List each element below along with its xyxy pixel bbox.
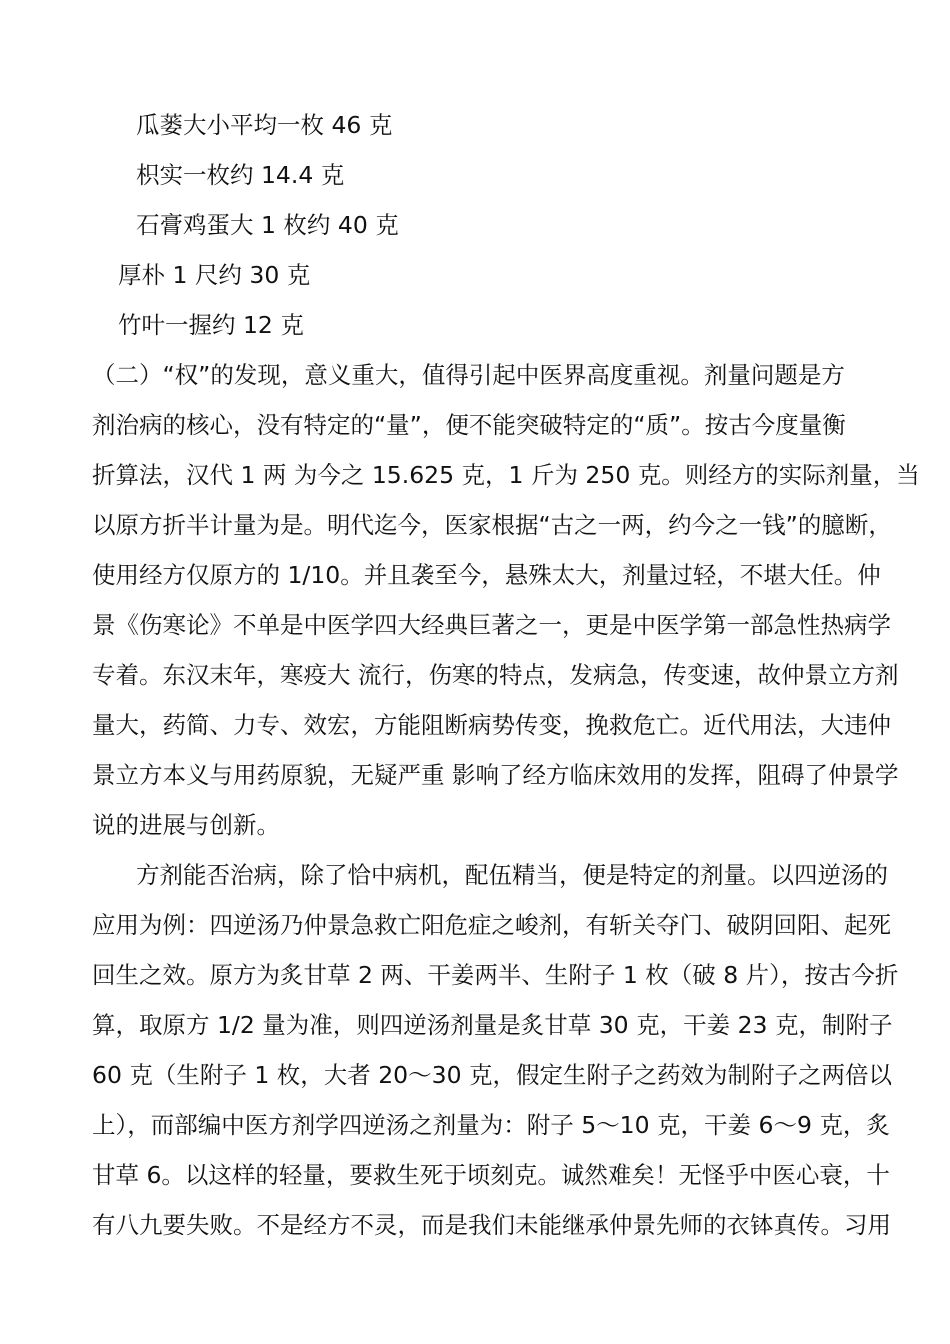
dosage-line: 枳实一枚约 14.4 克 (136, 161, 345, 189)
paragraph-1-line: 使用经方仅原方的 1/10。并且袭至今，悬殊太大，剂量过轻，不堪大任。仲 (92, 561, 881, 589)
paragraph-1-line: 说的进展与创新。 (92, 811, 280, 839)
paragraph-1-line: 以原方折半计量为是。明代迄今，医家根据“古之一两，约今之一钱”的臆断， (92, 511, 892, 539)
dosage-line: 瓜蒌大小平均一枚 46 克 (136, 111, 393, 139)
dosage-line: 厚朴 1 尺约 30 克 (118, 261, 311, 289)
paragraph-1-line: 折算法，汉代 1 两 为今之 15.625 克，1 斤为 250 克。则经方的实际剂量，当 (92, 461, 920, 489)
paragraph-2-line: 算，取原方 1/2 量为准，则四逆汤剂量是炙甘草 30 克，干姜 23 克，制附子 (92, 1011, 893, 1039)
paragraph-1-line: 景立方本义与用药原貌，无疑严重 影响了经方临床效用的发挥，阻碍了仲景学 (92, 761, 899, 789)
paragraph-1-line: （二）“权”的发现，意义重大，值得引起中医界高度重视。剂量问题是方 (92, 361, 845, 389)
paragraph-2-line: 60 克（生附子 1 枚，大者 20～30 克，假定生附子之药效为制附子之两倍以 (92, 1061, 893, 1089)
dosage-line: 石膏鸡蛋大 1 枚约 40 克 (136, 211, 399, 239)
paragraph-2-line: 回生之效。原方为炙甘草 2 两、干姜两半、生附子 1 枚（破 8 片），按古今折 (92, 961, 899, 989)
paragraph-2-line: 上），而部编中医方剂学四逆汤之剂量为：附子 5～10 克，干姜 6～9 克，炙 (92, 1111, 890, 1139)
paragraph-1-line: 剂治病的核心，没有特定的“量”，便不能突破特定的“质”。按古今度量衡 (92, 411, 846, 439)
paragraph-1-line: 量大，药简、力专、效宏，方能阻断病势传变，挽救危亡。近代用法，大违仲 (92, 711, 891, 739)
dosage-line: 竹叶一握约 12 克 (118, 311, 304, 339)
paragraph-1-line: 专着。东汉末年，寒疫大 流行，伤寒的特点，发病急，传变速，故仲景立方剂 (92, 661, 899, 689)
paragraph-2-line: 有八九要失败。不是经方不灵，而是我们未能继承仲景先师的衣钵真传。习用 (92, 1211, 891, 1239)
paragraph-2-line: 应用为例：四逆汤乃仲景急救亡阳危症之峻剂，有斩关夺门、破阴回阳、起死 (92, 911, 891, 939)
paragraph-1-line: 景《伤寒论》不单是中医学四大经典巨著之一，更是中医学第一部急性热病学 (92, 611, 891, 639)
paragraph-2-line: 甘草 6。以这样的轻量，要救生死于顷刻克。诚然难矣！无怪乎中医心衰，十 (92, 1161, 890, 1189)
paragraph-2-line: 方剂能否治病，除了恰中病机，配伍精当，便是特定的剂量。以四逆汤的 (136, 861, 888, 889)
